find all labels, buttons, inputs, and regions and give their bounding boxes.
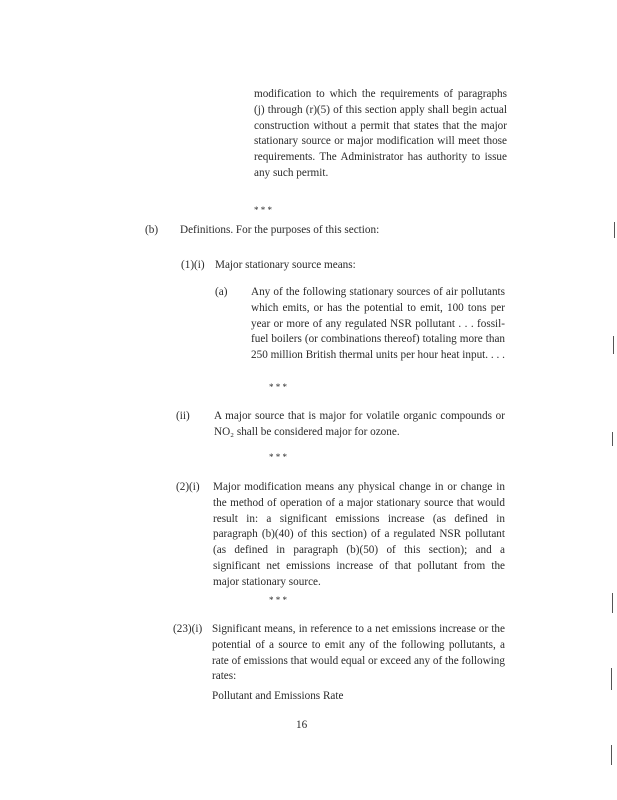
item-2-i-text: Major modification means any physical change in or change in the method of operation of a major stationary source that would result in: a significant emissions increase (as defined in paragraph (b)(40) of this section) of a regulated NSR pollutant (as defined in paragraph (b)(50) of this section); and a significant net emissions increase of that pollutant from the major stationary source. (213, 481, 505, 588)
item-ii-text: A major source that is major for volatile organic compounds or NO₂ shall be considered major for ozone. (214, 410, 505, 438)
item-23-i-text: Significant means, in reference to a net emissions increase or the potential of a source to emit any of the following pollutants, a rate of emissions that would equal or exceed any of the following rates: (212, 623, 505, 683)
ellipsis-stars-2: * * * (269, 382, 287, 392)
item-23-i-label: (23)(i) (173, 623, 203, 635)
item-a-label: (a) (215, 286, 228, 298)
section-b-label: (b) (145, 224, 159, 236)
ellipsis-stars-3: * * * (269, 452, 287, 462)
revision-bar (612, 432, 613, 446)
item-1-i-label: (1)(i) (181, 259, 205, 271)
revision-bar (613, 336, 614, 354)
table-heading: Pollutant and Emissions Rate (212, 690, 344, 702)
ellipsis-stars-1: * * * (254, 205, 272, 215)
intro-paragraph: modification to which the requirements of paragraphs (j) through (r)(5) of this section apply shall begin actual construction without a permit that states that the major stationary source or major modification will meet those requirements. The Administrator has authority to issue any such permit. (254, 88, 507, 179)
item-2-i-label: (2)(i) (176, 481, 200, 493)
revision-bar (612, 593, 613, 613)
revision-bar (611, 668, 612, 690)
revision-bar (614, 222, 615, 238)
item-ii-label: (ii) (176, 410, 190, 422)
item-a-text: Any of the following stationary sources of air pollutants which emits, or has the potential to emit, 100 tons per year or more of any regulated NSR pollutant . . . fossil-fuel boilers (or combinations thereof) totaling more than 250 million British thermal units per hour heat input. . . . (251, 286, 505, 362)
page-number: 16 (296, 719, 308, 731)
revision-bar (611, 745, 612, 765)
ellipsis-stars-4: * * * (269, 595, 287, 605)
section-b-heading: Definitions. For the purposes of this section: (180, 224, 380, 236)
item-1-i-text: Major stationary source means: (215, 259, 356, 271)
